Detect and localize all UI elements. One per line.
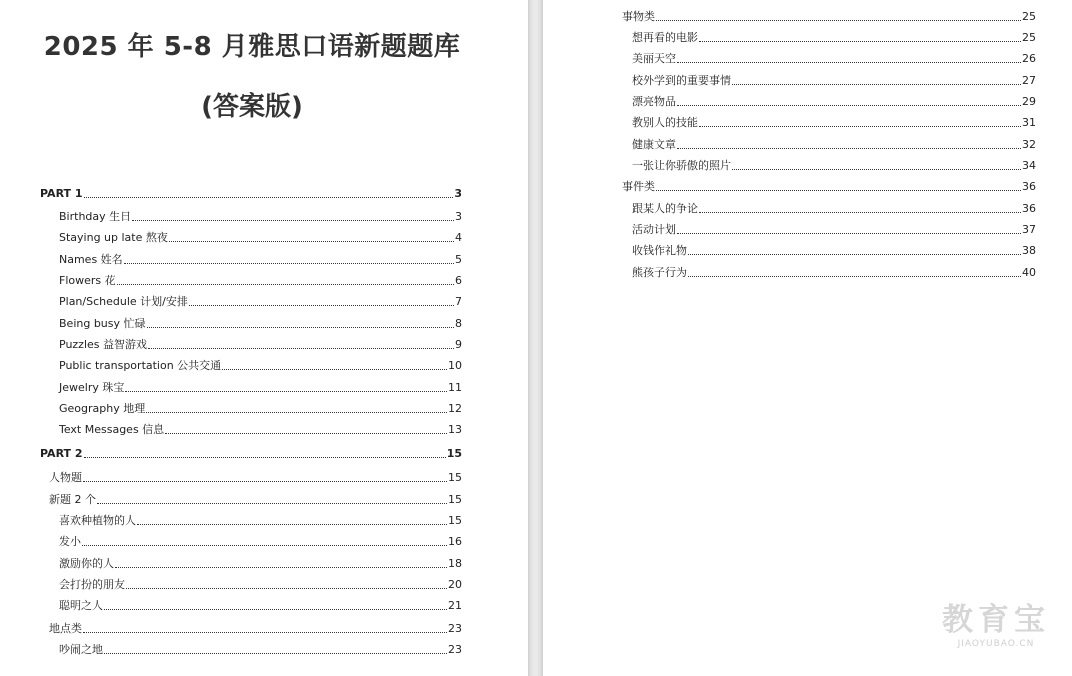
toc-page-number: 20 <box>448 578 462 591</box>
toc-entry-label: Birthday 生日 <box>59 210 132 223</box>
toc-entry-label: Flowers 花 <box>59 274 116 287</box>
toc-entry[interactable] <box>632 95 1036 109</box>
toc-page-number: 26 <box>1022 52 1036 65</box>
toc-page-number: 32 <box>1022 138 1036 151</box>
toc-page-number: 10 <box>448 359 462 372</box>
toc-page-number: 5 <box>455 253 462 266</box>
toc-dot-leader <box>124 263 454 264</box>
toc-entry[interactable] <box>632 116 1036 130</box>
toc-dot-leader <box>104 609 447 610</box>
toc-dot-leader <box>104 653 447 654</box>
toc-page-number: 4 <box>455 231 462 244</box>
toc-entry-label: 想再看的电影 <box>632 31 698 44</box>
toc-dot-leader <box>677 62 1021 63</box>
toc-entry-label: 一张让你骄傲的照片 <box>632 159 731 172</box>
toc-entry[interactable] <box>59 423 462 437</box>
toc-entry[interactable] <box>59 317 462 331</box>
toc-entry[interactable] <box>59 359 462 373</box>
toc-entry-label: 会打扮的朋友 <box>59 578 125 591</box>
toc-page-number: 34 <box>1022 159 1036 172</box>
toc-page-number: 18 <box>448 557 462 570</box>
toc-entry[interactable] <box>632 138 1036 152</box>
toc-page-number: 31 <box>1022 116 1036 129</box>
toc-page-number: 6 <box>455 274 462 287</box>
toc-entry[interactable] <box>59 338 462 352</box>
toc-page-number: 23 <box>448 622 462 635</box>
toc-entry-label: Staying up late 熬夜 <box>59 231 168 244</box>
toc-entry[interactable] <box>632 202 1036 216</box>
toc-page-number: 38 <box>1022 244 1036 257</box>
toc-entry-label: 活动计划 <box>632 223 676 236</box>
toc-entry[interactable] <box>49 622 462 636</box>
toc-dot-leader <box>169 241 454 242</box>
toc-page-number: 3 <box>455 210 462 223</box>
toc-entry[interactable] <box>59 535 462 549</box>
toc-dot-leader <box>83 632 447 633</box>
toc-dot-leader <box>115 567 447 568</box>
toc-dot-leader <box>84 197 454 198</box>
toc-page-number: 21 <box>448 599 462 612</box>
toc-entry[interactable] <box>59 274 462 288</box>
watermark <box>940 602 1052 650</box>
toc-dot-leader <box>732 169 1021 170</box>
toc-entry-label: PART 1 <box>40 187 83 200</box>
toc-entry-label: 地点类 <box>49 622 82 635</box>
toc-entry[interactable] <box>622 10 1036 24</box>
document-title: 2025 年 5-8 月雅思口语新题题库 <box>43 32 461 62</box>
toc-entry[interactable] <box>632 244 1036 258</box>
toc-page-number: 29 <box>1022 95 1036 108</box>
toc-page-number: 11 <box>448 381 462 394</box>
watermark-logo: 教育宝 <box>942 602 1050 638</box>
toc-page-number: 15 <box>448 514 462 527</box>
toc-page-number: 23 <box>448 643 462 656</box>
toc-dot-leader <box>97 503 447 504</box>
right-document-page <box>543 0 1072 676</box>
toc-entry-label: Puzzles 益智游戏 <box>59 338 148 351</box>
toc-entry[interactable] <box>59 210 462 224</box>
toc-entry[interactable] <box>59 295 462 309</box>
toc-entry-label: 发小 <box>59 535 81 548</box>
toc-entry-label: Jewelry 珠宝 <box>59 381 125 394</box>
toc-entry-label: PART 2 <box>40 447 83 460</box>
toc-page-number: 36 <box>1022 202 1036 215</box>
toc-page-number: 9 <box>455 338 462 351</box>
toc-entry[interactable] <box>632 52 1036 66</box>
toc-page-number: 15 <box>448 493 462 506</box>
toc-entry[interactable] <box>59 253 462 267</box>
toc-entry-label: 漂亮物品 <box>632 95 676 108</box>
toc-page-number: 13 <box>448 423 462 436</box>
toc-entry-label: 熊孩子行为 <box>632 266 687 279</box>
toc-entry[interactable] <box>49 471 462 485</box>
toc-entry-label: 吵闹之地 <box>59 643 103 656</box>
toc-page-number: 16 <box>448 535 462 548</box>
toc-page-number: 27 <box>1022 74 1036 87</box>
toc-dot-leader <box>656 20 1021 21</box>
toc-entry[interactable] <box>40 187 462 201</box>
toc-entry[interactable] <box>632 159 1036 173</box>
toc-dot-leader <box>146 412 447 413</box>
toc-dot-leader <box>677 105 1021 106</box>
toc-entry[interactable] <box>632 266 1036 280</box>
table-of-contents-right <box>543 0 1072 676</box>
toc-dot-leader <box>84 457 446 458</box>
toc-page-number: 12 <box>448 402 462 415</box>
toc-dot-leader <box>83 481 447 482</box>
toc-entry-label: Being busy 忙碌 <box>59 317 146 330</box>
toc-page-number: 15 <box>446 447 462 460</box>
toc-dot-leader <box>82 545 447 546</box>
toc-entry-label: 事件类 <box>622 180 655 193</box>
toc-entry[interactable] <box>632 31 1036 45</box>
toc-entry-label: Names 姓名 <box>59 253 123 266</box>
toc-entry[interactable] <box>622 180 1036 194</box>
table-of-contents-left <box>0 0 528 676</box>
toc-dot-leader <box>147 327 454 328</box>
toc-entry[interactable] <box>59 402 462 416</box>
toc-page-number: 3 <box>454 187 462 200</box>
toc-page-number: 25 <box>1022 31 1036 44</box>
toc-dot-leader <box>189 305 454 306</box>
watermark-url: JIAOYUBAO.CN <box>957 639 1035 649</box>
toc-entry-label: 事物类 <box>622 10 655 23</box>
toc-dot-leader <box>699 41 1021 42</box>
toc-entry-label: 教别人的技能 <box>632 116 698 129</box>
toc-page-number: 7 <box>455 295 462 308</box>
toc-dot-leader <box>677 148 1021 149</box>
toc-entry-label: 美丽天空 <box>632 52 676 65</box>
toc-entry-label: Geography 地理 <box>59 402 146 415</box>
toc-page-number: 15 <box>448 471 462 484</box>
toc-dot-leader <box>137 524 447 525</box>
toc-entry[interactable] <box>59 514 462 528</box>
toc-page-number: 36 <box>1022 180 1036 193</box>
toc-entry-label: 喜欢种植物的人 <box>59 514 136 527</box>
toc-dot-leader <box>148 348 454 349</box>
toc-dot-leader <box>165 433 447 434</box>
toc-entry[interactable] <box>59 557 462 571</box>
toc-entry-label: 新题 2 个 <box>49 493 96 506</box>
toc-dot-leader <box>656 190 1021 191</box>
toc-dot-leader <box>732 84 1021 85</box>
toc-dot-leader <box>117 284 454 285</box>
toc-dot-leader <box>222 369 447 370</box>
toc-entry-label: 收钱作礼物 <box>632 244 687 257</box>
toc-entry-label: Text Messages 信息 <box>59 423 165 436</box>
toc-page-number: 25 <box>1022 10 1036 23</box>
toc-page-number: 37 <box>1022 223 1036 236</box>
toc-page-number: 8 <box>455 317 462 330</box>
toc-dot-leader <box>126 588 447 589</box>
toc-entry[interactable] <box>59 231 462 245</box>
toc-entry-label: 聪明之人 <box>59 599 103 612</box>
toc-dot-leader <box>125 391 447 392</box>
toc-dot-leader <box>699 126 1021 127</box>
toc-entry[interactable] <box>59 643 462 657</box>
toc-entry-label: 校外学到的重要事情 <box>632 74 731 87</box>
toc-page-number: 40 <box>1022 266 1036 279</box>
toc-entry-label: 跟某人的争论 <box>632 202 698 215</box>
toc-dot-leader <box>132 220 454 221</box>
toc-entry-label: Public transportation 公共交通 <box>59 359 222 372</box>
toc-dot-leader <box>699 212 1021 213</box>
toc-dot-leader <box>688 254 1021 255</box>
toc-entry[interactable] <box>59 599 462 613</box>
toc-entry-label: 激励你的人 <box>59 557 114 570</box>
toc-entry[interactable] <box>632 223 1036 237</box>
toc-entry[interactable] <box>59 578 462 592</box>
toc-entry-label: Plan/Schedule 计划/安排 <box>59 295 188 308</box>
document-subtitle: (答案版) <box>201 92 303 122</box>
toc-entry[interactable] <box>632 74 1036 88</box>
toc-entry[interactable] <box>49 493 462 507</box>
toc-entry[interactable] <box>40 447 462 461</box>
left-document-page <box>0 0 528 676</box>
page-gutter <box>528 0 543 676</box>
toc-dot-leader <box>688 276 1021 277</box>
toc-entry-label: 人物题 <box>49 471 82 484</box>
toc-entry-label: 健康文章 <box>632 138 676 151</box>
toc-entry[interactable] <box>59 381 462 395</box>
toc-dot-leader <box>677 233 1021 234</box>
